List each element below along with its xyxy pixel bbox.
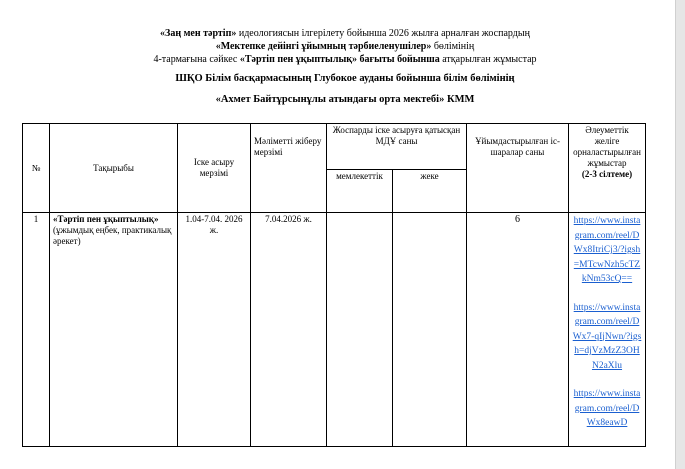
document-header [30, 27, 660, 106]
header-line-1: «Заң мен тәртіп» идеологиясын ілгерілету бойынша 2026 жылға арналған жоспардың [160, 28, 530, 39]
row-events-count: 6 [467, 213, 569, 447]
social-link-1[interactable]: https://www.instagram.com/reel/DWx8ItriCj3/?igsh=MTcwNzh5cTZkNm53cQ== [573, 216, 641, 284]
row-state-count [327, 213, 393, 447]
school-title: «Ахмет Байтұрсынұлы атындағы орта мектебі» КММ [215, 94, 475, 105]
col-header-period: Іске асыру мерзімі [178, 124, 251, 213]
col-header-participants: Жоспарды іске асыруға қатысқан МДҰ саны [327, 124, 467, 170]
col-header-state: мемлекеттік [327, 170, 393, 213]
col-header-social-title: Әлеуметтік желіге орналастырылған жұмыстар [573, 125, 641, 168]
row-private-count [393, 213, 467, 447]
row-num: 1 [23, 213, 50, 447]
page-scroll-edge [675, 0, 685, 469]
plan-table [22, 123, 646, 447]
row-period: 1.04-7.04. 2026 ж. [178, 213, 251, 447]
table-row [23, 213, 646, 447]
col-header-topic: Тақырыбы [50, 124, 178, 213]
col-header-private: жеке [393, 170, 467, 213]
organization-title: ШҚО Білім басқармасының Глубокое ауданы бойынша білім бөлімінің [175, 73, 515, 84]
social-link-2[interactable]: https://www.instagram.com/reel/DWx7-qIjNwn/?igsh=djVzMzZ3OHN2aXlu [572, 302, 642, 371]
header-line-3: 4-тармағына сәйкес «Тәртіп пен ұқыптылық» бағыты бойынша атқарылған жұмыстар [153, 54, 537, 65]
col-header-social-note: (2-3 сілтеме) [581, 169, 633, 179]
col-header-num: № [23, 124, 50, 213]
social-link-3[interactable]: https://www.instagram.com/reel/DWx8eawD [573, 389, 641, 428]
header-line-2: «Мектепке дейінгі ұйымның тәрбиеленушілер» бөлімінің [215, 41, 475, 52]
row-social-links [569, 213, 646, 447]
row-topic: «Тәртіп пен ұқыптылық» (ұжымдық еңбек, практикалық әрекет) [50, 213, 178, 447]
col-header-social [569, 124, 646, 213]
col-header-deadline: Мәліметті жіберу мерзімі [251, 124, 327, 213]
col-header-events: Ұйымдастырылған іс-шаралар саны [467, 124, 569, 213]
row-deadline: 7.04.2026 ж. [251, 213, 327, 447]
